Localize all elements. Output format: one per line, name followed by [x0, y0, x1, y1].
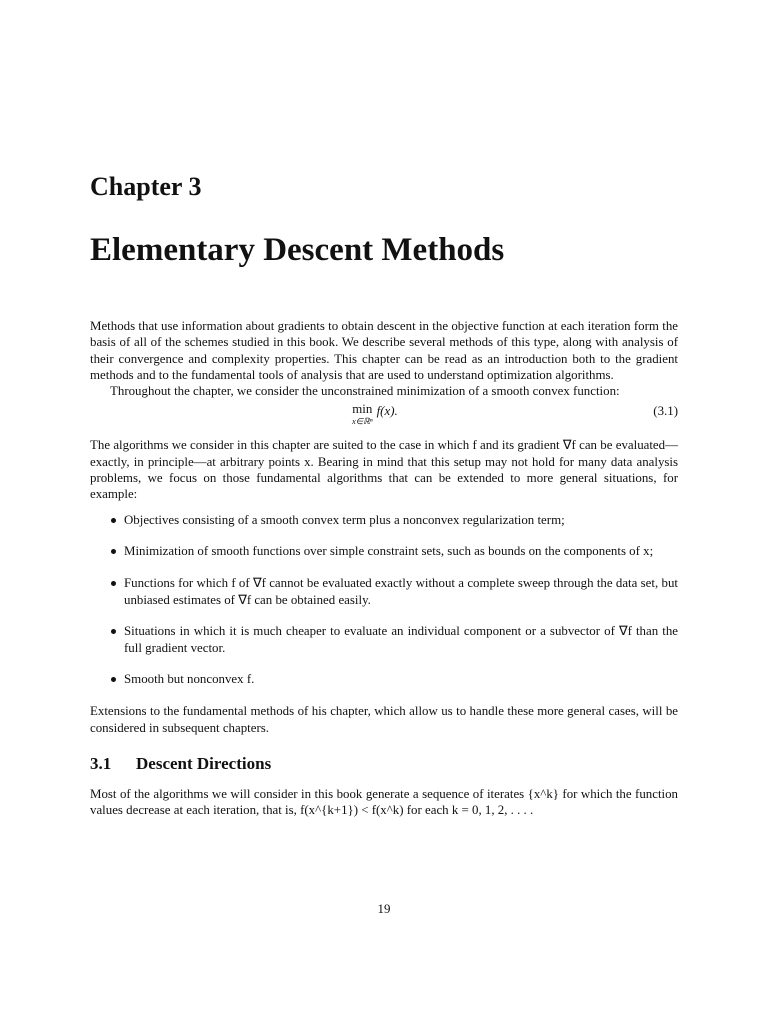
paragraph-setup: Throughout the chapter, we consider the unconstrained minimization of a smooth convex function: [110, 384, 620, 399]
section-number: 3.1 [90, 753, 112, 773]
bullet-item: Objectives consisting of a smooth convex term plus a nonconvex regularization term; [90, 512, 678, 528]
equation-3-1 [90, 401, 678, 431]
bullet-icon [111, 549, 116, 554]
chapter-title: Elementary Descent Methods [90, 232, 505, 268]
page [90, 0, 678, 1024]
bullet-list [90, 512, 678, 688]
section-title: Descent Directions [136, 753, 272, 773]
chapter-label: Chapter 3 [90, 172, 202, 201]
paragraph-algorithms: The algorithms we consider in this chapter are suited to the case in which f and its gradient ∇f can be evaluated—exactly, in principle—at arbitrary points x. Bearing in mind that this setup may not hold for many data analysis problems, we focus on those fundamental algorithms that can be extended to more general situations, for example: [90, 438, 678, 502]
paragraph-extensions: Extensions to the fundamental methods of his chapter, which allow us to handle these more general cases, will be considered in subsequent chapters. [90, 704, 678, 735]
bullet-icon [111, 581, 116, 586]
bullet-item: Situations in which it is much cheaper to evaluate an individual component or a subvector of ∇f than the full gradient vector. [90, 623, 678, 656]
paragraph-section-intro: Most of the algorithms we will consider in this book generate a sequence of iterates {x^k} for which the function values decrease at each iteration, that is, f(x^{k+1}) < f(x^k) for each k = 0, 1, 2, . . . . [90, 787, 678, 818]
bullet-item: Minimization of smooth functions over simple constraint sets, such as bounds on the components of x; [90, 543, 678, 559]
bullet-icon [111, 518, 116, 523]
equation-operator: min [352, 402, 373, 417]
chapter-body [90, 318, 678, 819]
paragraph-intro: Methods that use information about gradients to obtain descent in the objective function at each iteration form the basis of all of the schemes studied in this book. We describe several methods of this type, along with analysis of their convergence and complexity properties. This chapter can be read as an introduction both to the gradient methods and to the fundamental tools of analysis that are used to understand optimization algorithms. [90, 319, 678, 382]
bullet-item: Functions for which f of ∇f cannot be evaluated exactly without a complete sweep through the data set, but unbiased estimates of ∇f can be obtained easily. [90, 575, 678, 608]
bullet-item: Smooth but nonconvex f. [90, 671, 678, 687]
bullet-icon [111, 629, 116, 634]
page-number: 19 [377, 902, 391, 916]
section-heading [90, 753, 678, 773]
equation-expression: f(x). [376, 404, 398, 419]
equation-number: (3.1) [653, 404, 678, 419]
equation-subscript: x∈ℝⁿ [352, 416, 373, 427]
bullet-icon [111, 677, 116, 682]
